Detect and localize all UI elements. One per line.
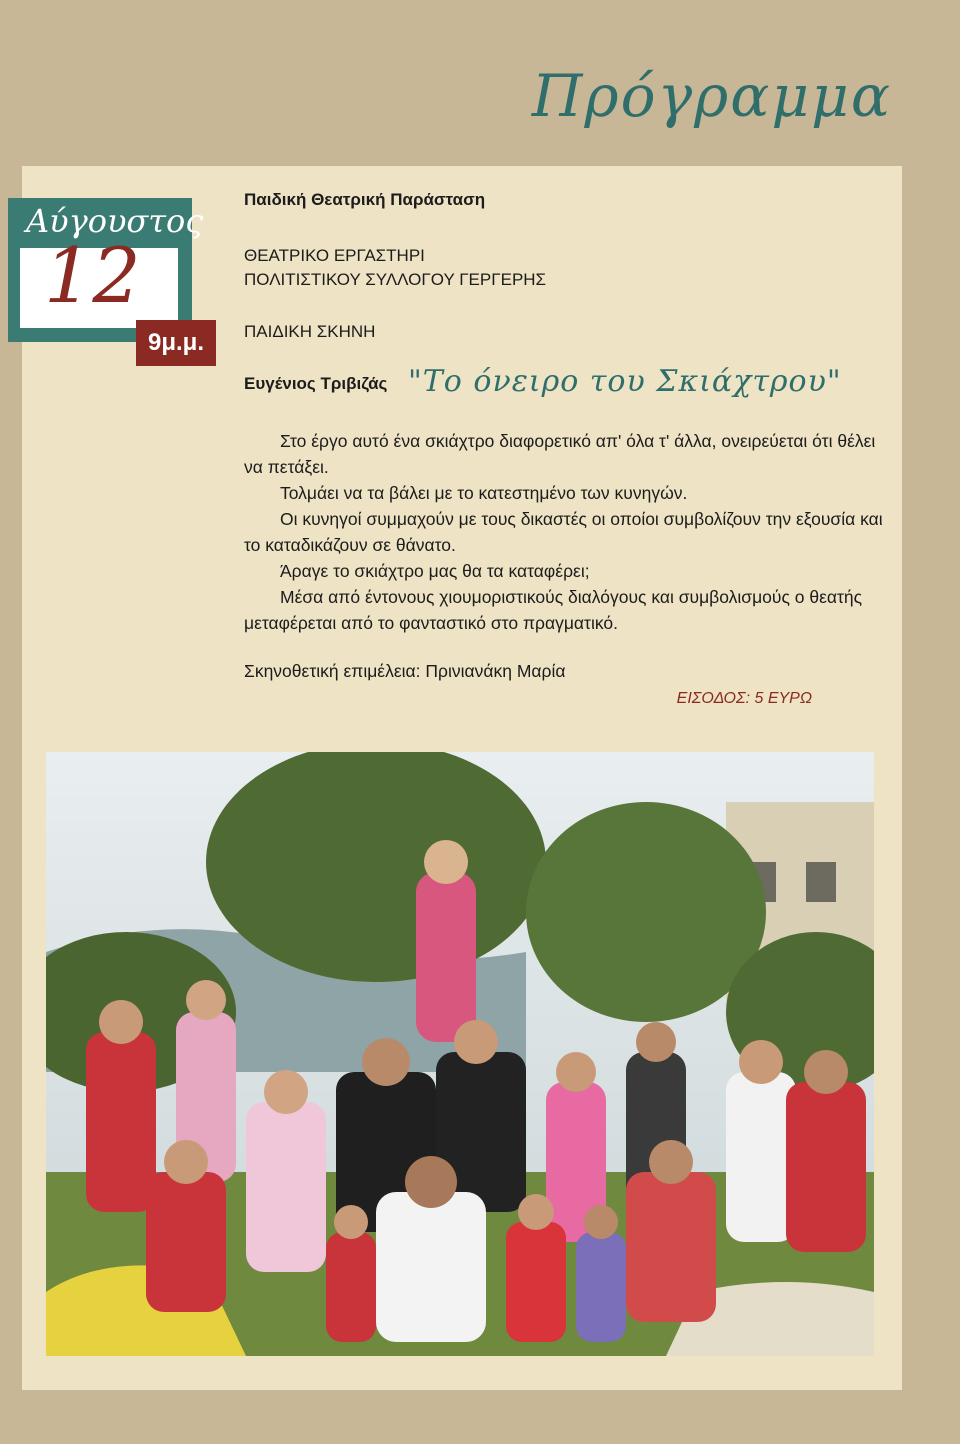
organizer-line-2: ΠΟΛΙΤΙΣΤΙΚΟΥ ΣΥΛΛΟΓΟΥ ΓΕΡΓΕΡΗΣ <box>244 270 547 289</box>
director-credit: Σκηνοθετική επιμέλεια: Πρινιανάκη Μαρία <box>244 661 566 681</box>
description-paragraph: Μέσα από έντονους χιουμοριστικούς διαλόγους και συμβολισμούς ο θεατής μεταφέρεται από το φανταστικό στο πραγματικό. <box>244 587 863 633</box>
description <box>244 428 884 684</box>
group-photo-image <box>46 752 874 1356</box>
page-title: Πρόγραμμα <box>531 62 892 130</box>
author-name: Ευγένιος Τριβιζάς <box>244 374 388 393</box>
event-category: Παιδική Θεατρική Παράσταση <box>244 190 486 209</box>
play-title: "Το όνειρο του Σκιάχτρου" <box>408 364 842 399</box>
description-paragraph: Οι κυνηγοί συμμαχούν με τους δικαστές οι οποίοι συμβολίζουν την εξουσία και το καταδικάζουν σε θάνατο. <box>244 509 883 555</box>
description-paragraph: Τολμάει να τα βάλει με το κατεστημένο των κυνηγών. <box>280 483 688 503</box>
entry-price: ΕΙΣΟΔΟΣ: 5 ΕΥΡΩ <box>676 690 812 707</box>
description-paragraph: Άραγε το σκιάχτρο μας θα τα καταφέρει; <box>280 561 590 581</box>
description-paragraph: Στο έργο αυτό ένα σκιάχτρο διαφορετικό απ' όλα τ' άλλα, ονειρεύεται ότι θέλει να πετάξει. <box>244 431 876 477</box>
group-photo <box>46 752 874 1356</box>
time-badge: 9μ.μ. <box>136 320 216 366</box>
stage-label: ΠΑΙΔΙΚΗ ΣΚΗΝΗ <box>244 322 376 341</box>
date-day: 12 <box>44 231 141 320</box>
organizer-line-1: ΘΕΑΤΡΙΚΟ ΕΡΓΑΣΤΗΡΙ <box>244 246 425 265</box>
date-month: Αύγουστος <box>26 202 204 240</box>
